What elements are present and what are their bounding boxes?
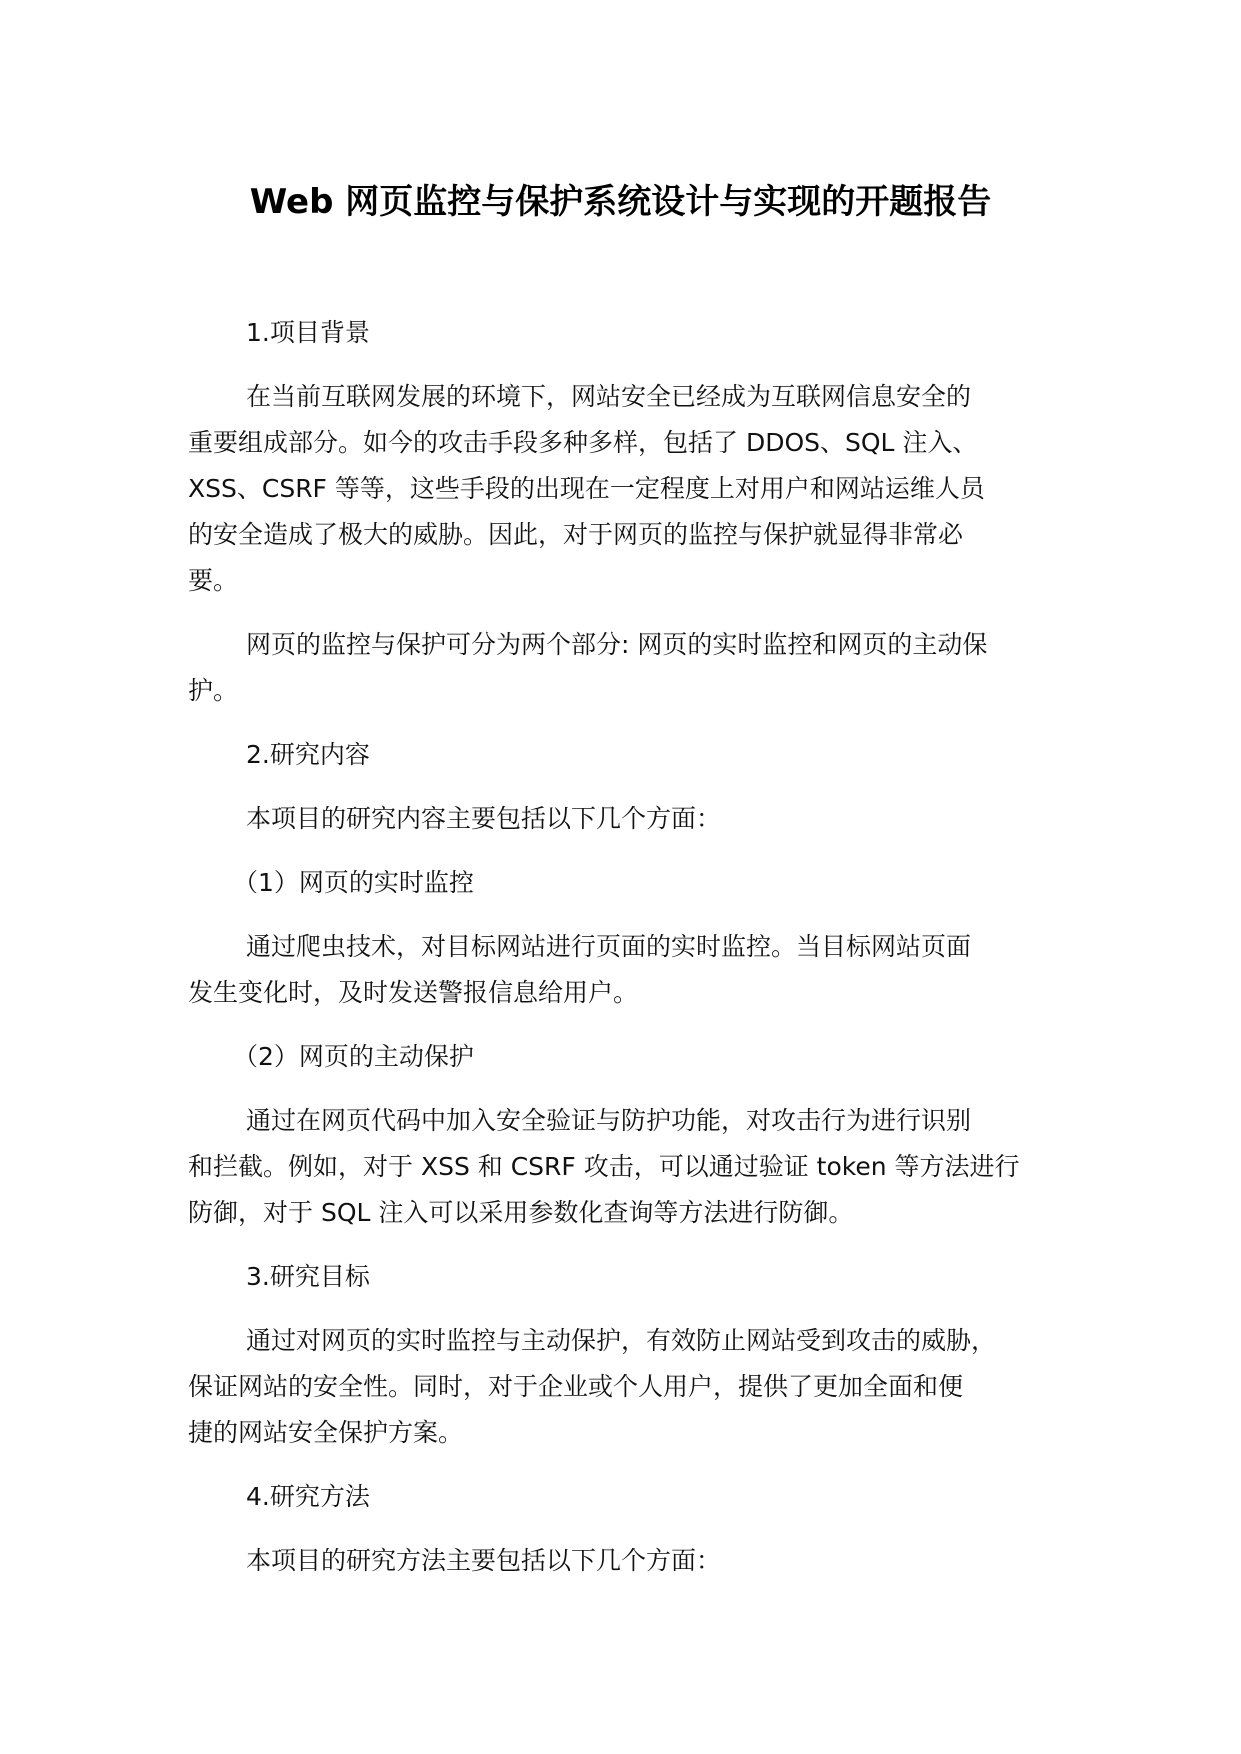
paragraph-background-intro	[188, 374, 1068, 604]
paragraph-research-goals	[188, 1318, 1068, 1456]
text-line: 本项目的研究方法主要包括以下几个方面：	[246, 1546, 722, 1575]
text-line: 保证网站的安全性。同时，对于企业或个人用户，提供了更加全面和便	[188, 1372, 964, 1401]
paragraph-background-parts	[188, 622, 1068, 714]
text-line: 在当前互联网发展的环境下，网站安全已经成为互联网信息安全的	[246, 382, 972, 411]
text-line: 重要组成部分。如今的攻击手段多种多样，包括了 DDOS、SQL 注入、	[188, 428, 978, 457]
paragraph-monitoring	[188, 924, 1068, 1016]
text-line: XSS、CSRF 等等，这些手段的出现在一定程度上对用户和网站运维人员	[188, 474, 985, 503]
document-title: Web 网页监控与保护系统设计与实现的开题报告	[249, 182, 992, 222]
text-line: 的安全造成了极大的威胁。因此，对于网页的监控与保护就显得非常必	[188, 520, 964, 549]
text-line: 护。	[188, 676, 239, 705]
text-line: 本项目的研究内容主要包括以下几个方面：	[246, 804, 722, 833]
section-heading-research-content: 2.研究内容	[246, 740, 370, 769]
paragraph-research-content-intro	[188, 796, 1068, 842]
text-line: 防御，对于 SQL 注入可以采用参数化查询等方法进行防御。	[188, 1198, 854, 1227]
section-heading-research-goals: 3.研究目标	[246, 1262, 370, 1291]
text-line: 通过对网页的实时监控与主动保护，有效防止网站受到攻击的威胁，	[246, 1326, 997, 1355]
subsection-heading-protection: （2）网页的主动保护	[233, 1042, 474, 1071]
text-line: 通过爬虫技术，对目标网站进行页面的实时监控。当目标网站页面	[246, 932, 972, 961]
paragraph-protection	[188, 1098, 1068, 1236]
text-line: 和拦截。例如，对于 XSS 和 CSRF 攻击，可以通过验证 token 等方法进行	[188, 1152, 1020, 1181]
text-line: 通过在网页代码中加入安全验证与防护功能，对攻击行为进行识别	[246, 1106, 972, 1135]
text-line: 要。	[188, 566, 239, 595]
paragraph-research-methods-intro	[188, 1538, 1068, 1584]
section-heading-background: 1.项目背景	[246, 318, 370, 347]
document-body	[188, 310, 1068, 1602]
text-line: 发生变化时，及时发送警报信息给用户。	[188, 978, 639, 1007]
section-heading-research-methods: 4.研究方法	[246, 1482, 370, 1511]
subsection-heading-monitoring: （1）网页的实时监控	[233, 868, 474, 897]
text-line: 网页的监控与保护可分为两个部分: 网页的实时监控和网页的主动保	[246, 630, 988, 659]
text-line: 捷的网站安全保护方案。	[188, 1418, 464, 1447]
